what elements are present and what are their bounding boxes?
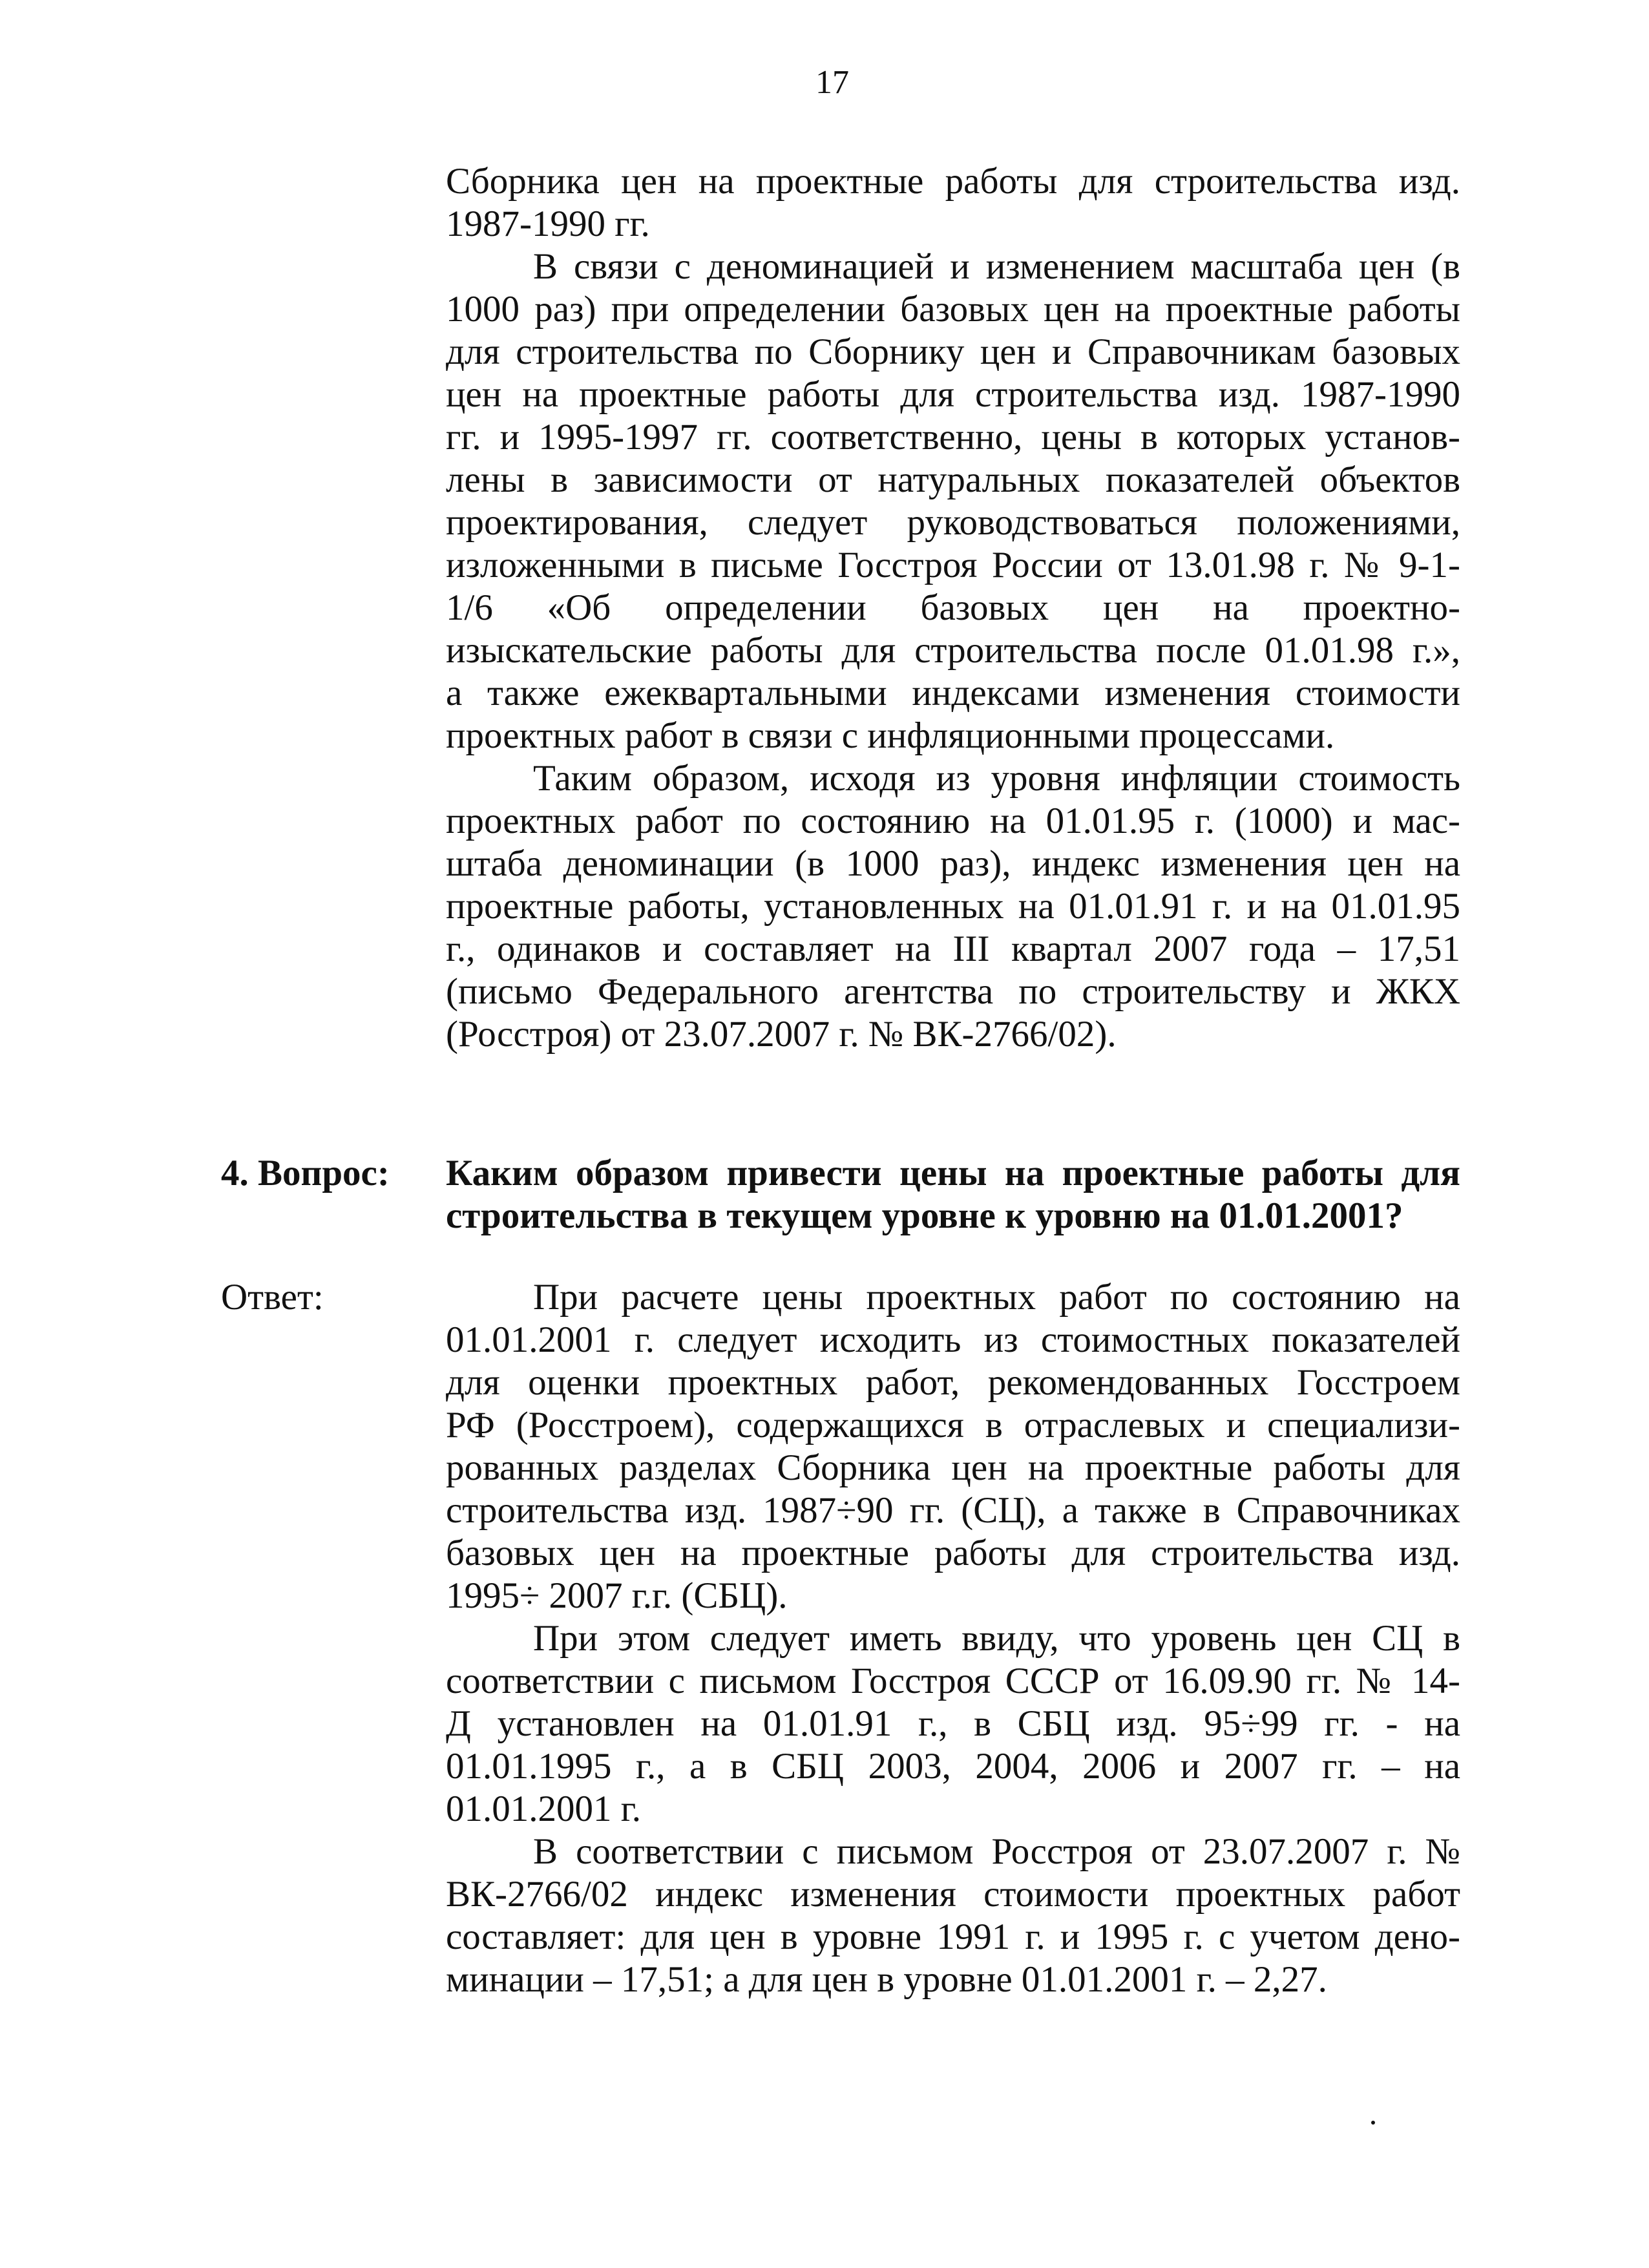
question-label: 4. Вопрос:	[221, 1153, 390, 1193]
answer-line: рованных разделах Сборника цен на проектные работы для	[446, 1447, 1460, 1488]
question-line: строительства в текущем уровне к уровню на 01.01.2001?	[446, 1195, 1403, 1236]
text-line: г., одинаков и составляет на III квартал 2007 года – 17,51	[446, 929, 1460, 969]
question-text	[446, 1152, 1460, 1237]
answer-line: В соответствии с письмом Росстроя от 23.07.2007 г. №	[533, 1831, 1460, 1872]
answer-line: РФ (Росстроем), содержащихся в отраслевых и специализи-	[446, 1405, 1460, 1445]
text-line: проектирования, следует руководствоваться положениями,	[446, 502, 1460, 543]
answer-line: 01.01.2001 г.	[446, 1789, 641, 1829]
text-line: проектных работ по состоянию на 01.01.95 г. (1000) и мас-	[446, 801, 1460, 841]
scan-speck	[1371, 2121, 1375, 2125]
text-line: изложенными в письме Госстроя России от 13.01.98 г. № 9-1-	[446, 545, 1460, 585]
text-line: (письмо Федерального агентства по строительству и ЖКХ	[446, 971, 1460, 1012]
text-line: 1000 раз) при определении базовых цен на проектные работы	[446, 289, 1460, 330]
answer-line: При расчете цены проектных работ по состоянию на	[533, 1277, 1460, 1318]
text-line: штаба деноминации (в 1000 раз), индекс изменения цен на	[446, 843, 1460, 884]
text-line: Сборника цен на проектные работы для строительства изд.	[446, 161, 1460, 202]
text-line: (Росстроя) от 23.07.2007 г. № ВК-2766/02).	[446, 1014, 1117, 1055]
answer-line: При этом следует иметь ввиду, что уровень цен СЦ в	[533, 1618, 1460, 1659]
answer-line: для оценки проектных работ, рекомендованных Госстроем	[446, 1362, 1460, 1403]
text-line: проектных работ в связи с инфляционными процессами.	[446, 715, 1335, 756]
text-line: лены в зависимости от натуральных показателей объектов	[446, 459, 1460, 500]
text-line: 1987-1990 гг.	[446, 204, 650, 244]
answer-line: строительства изд. 1987÷90 гг. (СЦ), а также в Справочниках	[446, 1490, 1460, 1531]
answer-line: ВК-2766/02 индекс изменения стоимости проектных работ	[446, 1874, 1460, 1915]
answer-text	[446, 1276, 1460, 2001]
answer-line: 01.01.1995 г., а в СБЦ 2003, 2004, 2006 и 2007 гг. – на	[446, 1746, 1460, 1787]
text-line: изыскательские работы для строительства после 01.01.98 г.»,	[446, 630, 1460, 671]
text-line: а также ежеквартальными индексами изменения стоимости	[446, 673, 1460, 713]
text-line: проектные работы, установленных на 01.01.91 г. и на 01.01.95	[446, 886, 1460, 927]
page-number: 17	[815, 64, 849, 101]
text-line: 1/6 «Об определении базовых цен на проектно-	[446, 587, 1460, 628]
answer-line: базовых цен на проектные работы для строительства изд.	[446, 1533, 1460, 1573]
answer-line: соответствии с письмом Госстроя СССР от 16.09.90 гг. № 14-	[446, 1661, 1460, 1701]
text-line: Таким образом, исходя из уровня инфляции стоимость	[533, 758, 1460, 799]
question-line: Каким образом привести цены на проектные работы для	[446, 1153, 1460, 1193]
answer-label: Ответ:	[221, 1277, 324, 1318]
answer-line: 01.01.2001 г. следует исходить из стоимостных показателей	[446, 1319, 1460, 1360]
text-line: В связи с деноминацией и изменением масштаба цен (в	[533, 246, 1460, 287]
text-line: для строительства по Сборнику цен и Справочникам базовых	[446, 331, 1460, 372]
answer-line: Д установлен на 01.01.91 г., в СБЦ изд. 95÷99 гг. - на	[446, 1703, 1460, 1744]
text-line: цен на проектные работы для строительства изд. 1987-1990	[446, 374, 1460, 415]
text-line: гг. и 1995-1997 гг. соответственно, цены в которых установ-	[446, 417, 1460, 457]
answer-line: минации – 17,51; а для цен в уровне 01.01.2001 г. – 2,27.	[446, 1959, 1327, 2000]
answer-line: 1995÷ 2007 г.г. (СБЦ).	[446, 1575, 788, 1616]
section-1-text	[446, 160, 1460, 1056]
answer-line: составляет: для цен в уровне 1991 г. и 1995 г. с учетом дено-	[446, 1916, 1460, 1957]
